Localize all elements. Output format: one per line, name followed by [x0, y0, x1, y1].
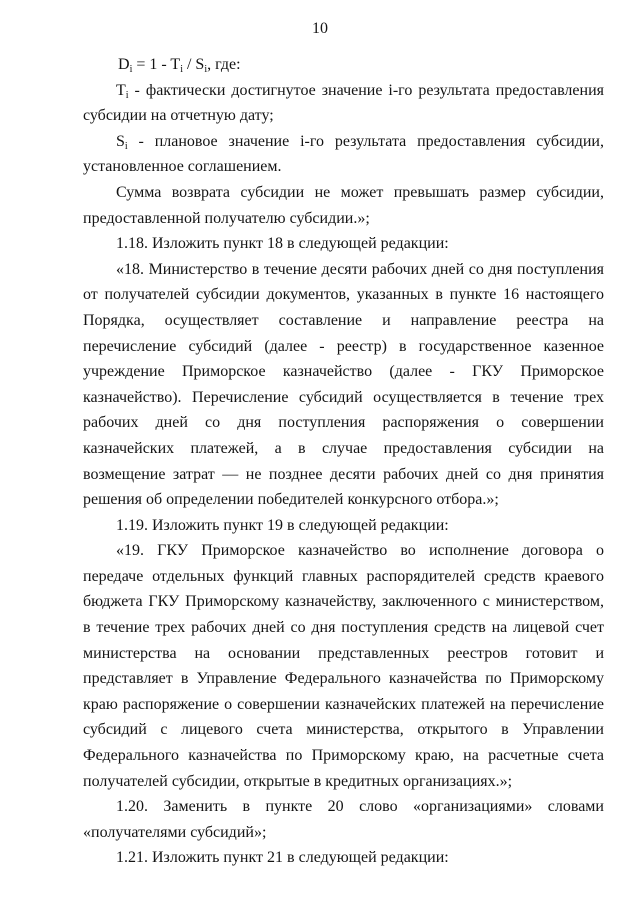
- definition-t-symbol: T: [116, 81, 126, 99]
- paragraph-18-text: «18. Министерство в течение десяти рабочих дней со дня поступления от получателей субсидии документов, указанных в пункте 16 настоящего Порядка, осуществляет составление и направление реестра на перечисление субсидий (далее - реестр) в государственное казенное учреждение Приморское казначейство (далее - ГКУ Приморское казначейство). Перечисление субсидий осуществляется в течение трех рабочих дней со дня поступления распоряжения о совершении казначейских платежей, а в случае предоставления субсидии на возмещение затрат — не позднее десяти рабочих дней со дня принятия решения об определении победителей конкурсного отбора.»;: [83, 260, 604, 509]
- paragraph-1-21-intro: 1.21. Изложить пункт 21 в следующей редакции:: [116, 849, 449, 867]
- paragraph-1-20: 1.20. Заменить в пункте 20 слово «организациями» словами «получателями субсидий»;: [83, 798, 604, 841]
- formula-s-sub: i: [204, 64, 208, 75]
- paragraph-sum-return: Сумма возврата субсидии не может превышать размер субсидии, предоставленной получателю субсидии.»;: [83, 183, 604, 227]
- formula-tail: , где:: [207, 56, 241, 73]
- paragraph-19-text: «19. ГКУ Приморское казначейство во исполнение договора о передаче отдельных функций главных распорядителей средств краевого бюджета ГКУ Приморскому казначейству, заключенного с министерством, в течение трех рабочих дней со дня поступления средств на лицевой счет министерства на основании представленных реестров готовит и представляет в Управление Федерального казначейства по Приморскому краю распоряжение о совершении казначейских платежей на перечисление субсидий с лицевого счета министерства, открытого в Управлении Федерального казначейства по Приморскому краю, на расчетные счета получателей субсидии, открытые в кредитных организациях.»;: [83, 542, 604, 790]
- paragraph-1-19-intro: 1.19. Изложить пункт 19 в следующей редакции:: [116, 516, 449, 534]
- formula-minus-t: = 1 - T: [132, 56, 181, 73]
- formula-d-sub: i: [129, 64, 133, 75]
- formula-div-s: / S: [182, 56, 205, 73]
- definition-t-sub: i: [125, 89, 129, 101]
- document-body: [83, 52, 604, 871]
- definition-t: [83, 78, 604, 129]
- definition-s: [83, 129, 604, 180]
- definition-s-symbol: S: [116, 132, 125, 150]
- paragraph-1-18-intro: 1.18. Изложить пункт 18 в следующей редакции:: [116, 235, 449, 253]
- formula-d: D: [118, 56, 130, 73]
- definition-s-text: - плановое значение i-го результата предоставления субсидии, установленное соглашением.: [83, 132, 604, 176]
- formula-t-sub: i: [180, 64, 183, 75]
- definition-t-text: - фактически достигнутое значение i-го результата предоставления субсидии на отчетную дату;: [83, 81, 604, 125]
- page-number: 10: [312, 20, 328, 37]
- definition-s-sub: i: [124, 140, 128, 152]
- formula-line: [83, 52, 604, 78]
